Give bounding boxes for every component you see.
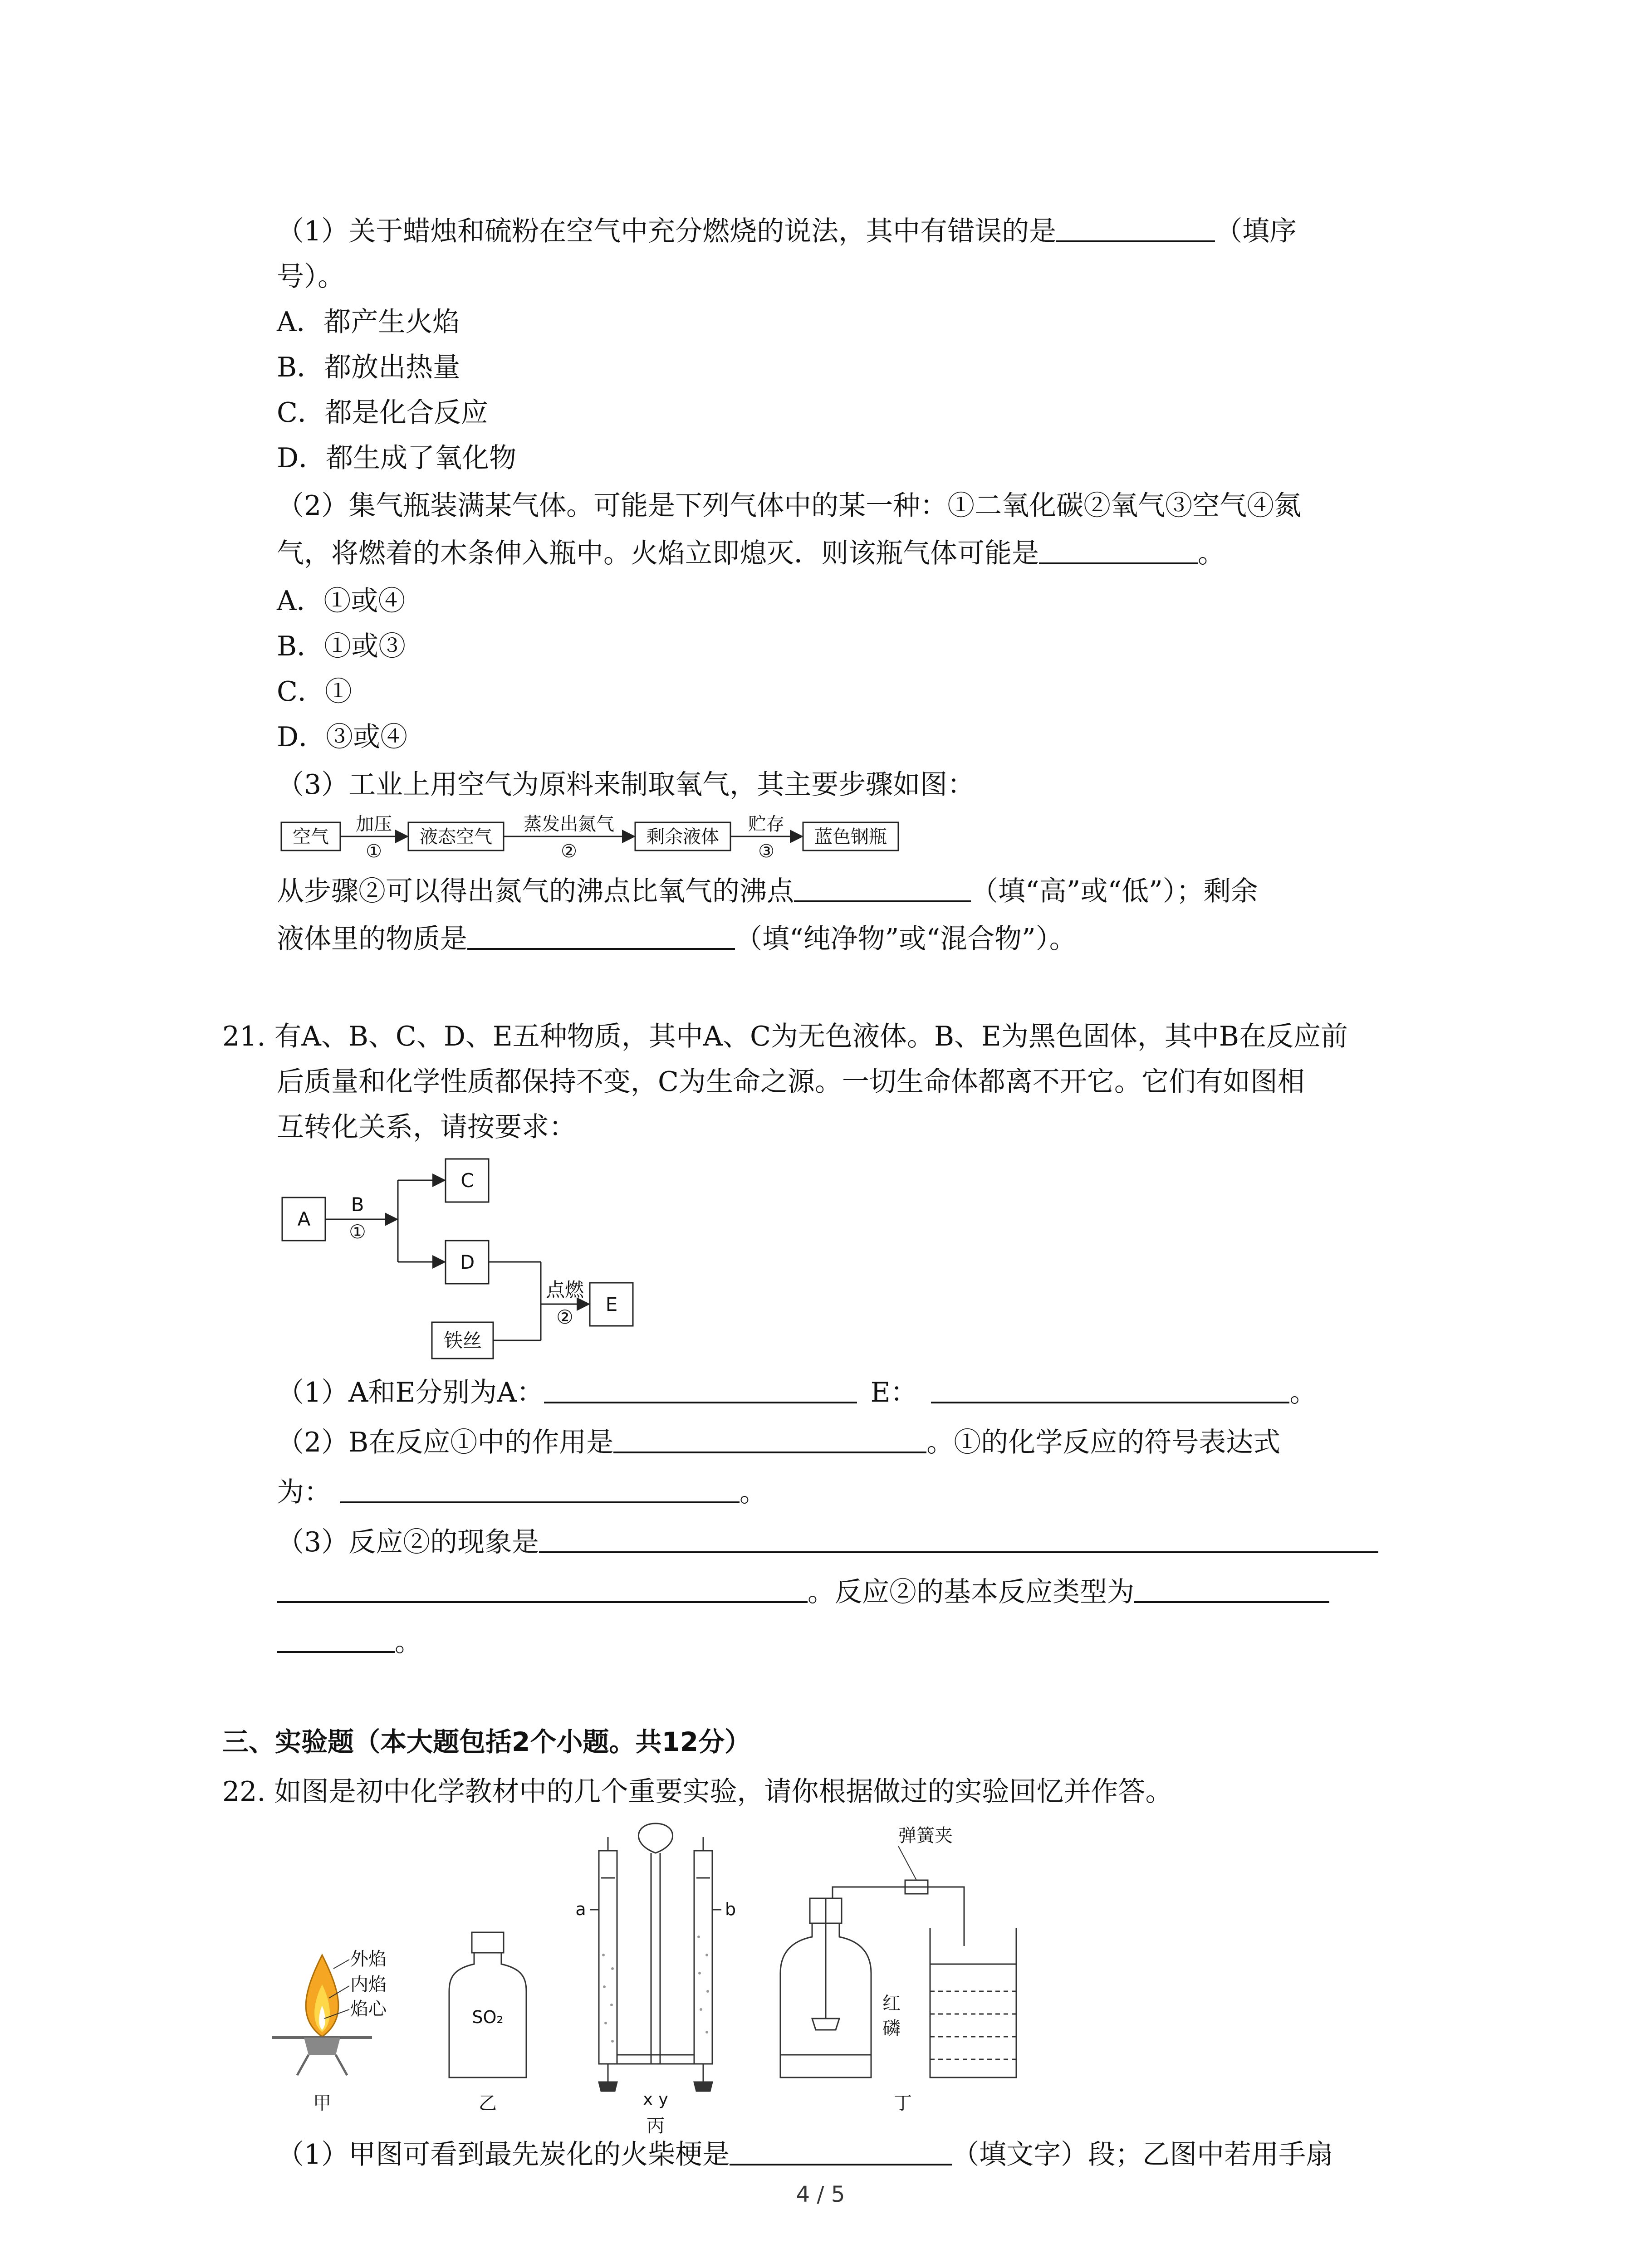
q21-p3 bbox=[277, 1524, 1378, 1560]
q21-p3-end: 。 bbox=[395, 1626, 422, 1658]
fig-bing-electrolysis bbox=[590, 1823, 721, 2091]
q21-line1: 21. 有A、B、C、D、E五种物质，其中A、C为无色液体。B、E为黑色固体，其中B在反应前 bbox=[222, 1021, 1348, 1052]
q20-p3-text: 液体里的物质是 bbox=[277, 923, 467, 955]
flow-box-label: 液态空气 bbox=[420, 826, 492, 847]
q21-p2-b: 。①的化学反应的符号表达式 bbox=[926, 1427, 1281, 1458]
caption-bing: 丙 bbox=[647, 2116, 665, 2136]
q20-p1-line1 bbox=[277, 213, 1297, 249]
q20-p3-line3 bbox=[277, 921, 1077, 957]
label-so2: SO₂ bbox=[472, 2007, 504, 2027]
flow-step-label: 加压 bbox=[356, 814, 392, 835]
q20-p1-line2: 号）。 bbox=[277, 261, 345, 293]
ignite-label: 点燃 bbox=[545, 1279, 584, 1301]
option-b: B．①或③ bbox=[277, 631, 406, 662]
label-y: y bbox=[658, 2090, 668, 2109]
q22-p1 bbox=[277, 2136, 1333, 2173]
section-title: 三、实验题（本大题包括2个小题。共12分） bbox=[222, 1726, 751, 1757]
flow-step-number: ② bbox=[561, 841, 577, 862]
flow-step-number: ① bbox=[366, 841, 382, 862]
node-iron-wire: 铁丝 bbox=[443, 1330, 482, 1352]
label-phosphorus: 磷 bbox=[882, 2018, 901, 2039]
step-2-label: ② bbox=[556, 1306, 573, 1328]
bottle-stopper bbox=[472, 1932, 504, 1953]
connecting-tube bbox=[833, 1887, 964, 1946]
flow-step-label: 贮存 bbox=[748, 814, 784, 835]
flow-box-label: 蓝色钢瓶 bbox=[814, 826, 887, 847]
node-e: E bbox=[605, 1293, 618, 1315]
beaker bbox=[930, 1928, 1016, 2077]
tube-b bbox=[694, 1851, 712, 2064]
water-dots bbox=[602, 1936, 709, 2043]
option-c: C．① bbox=[277, 676, 352, 708]
option-c: C．都是化合反应 bbox=[277, 397, 488, 429]
label-flame-core: 焰心 bbox=[350, 1999, 387, 2019]
fig-ding-phosphorus bbox=[780, 1846, 1016, 2077]
step-1-label: ① bbox=[349, 1221, 366, 1243]
q20-p2-tail: 。 bbox=[1198, 538, 1225, 569]
answer-blank-a[interactable] bbox=[544, 1374, 857, 1403]
label-inner-flame: 内焰 bbox=[350, 1974, 387, 1995]
q21-p3-end-line bbox=[277, 1624, 422, 1660]
q20-p2-line1: （2）集气瓶装满某气体。可能是下列气体中的某一种：①二氧化碳②氧气③空气④氮 bbox=[277, 490, 1302, 522]
q20-p3-line2 bbox=[277, 873, 1258, 909]
reservoir-bulb bbox=[638, 1823, 672, 1853]
q20-p3-line1: （3）工业上用空气为原料来制取氧气，其主要步骤如图： bbox=[277, 769, 975, 801]
caption-ding: 丁 bbox=[894, 2093, 912, 2114]
answer-blank[interactable] bbox=[539, 1524, 1378, 1553]
label-red: 红 bbox=[882, 1993, 901, 2014]
q22-p1-b: （填文字）段；乙图中若用手扇 bbox=[952, 2139, 1333, 2170]
answer-blank[interactable] bbox=[1134, 1574, 1329, 1603]
label-b: b bbox=[725, 1899, 736, 1919]
q21-p1 bbox=[277, 1374, 1317, 1411]
q20-p1-text: （1）关于蜡烛和硫粉在空气中充分燃烧的说法，其中有错误的是 bbox=[277, 215, 1057, 247]
q21-p1-b: E： bbox=[870, 1377, 918, 1408]
lamp-top bbox=[304, 2038, 340, 2055]
q20-p3-tail: （填“高”或“低”）；剩余 bbox=[971, 875, 1258, 907]
q20-p2-line2 bbox=[277, 535, 1225, 572]
answer-blank[interactable] bbox=[277, 1624, 395, 1653]
answer-blank[interactable] bbox=[730, 2136, 952, 2165]
fig-yi-gas-bottle bbox=[449, 1932, 526, 2077]
experiment-figures bbox=[272, 1819, 1497, 2138]
answer-blank[interactable] bbox=[467, 921, 735, 950]
answer-blank-e[interactable] bbox=[931, 1374, 1289, 1403]
caption-yi: 乙 bbox=[479, 2093, 497, 2114]
label-outer-flame: 外焰 bbox=[350, 1949, 387, 1970]
flow-step-label: 蒸发出氮气 bbox=[524, 814, 614, 835]
option-a: A．都产生火焰 bbox=[277, 306, 460, 338]
label-a: a bbox=[575, 1899, 586, 1919]
q21-p1-a: （1）A和E分别为A： bbox=[277, 1377, 544, 1408]
q21-p3-b: 。反应②的基本反应类型为 bbox=[808, 1576, 1134, 1608]
fig-jia-flame bbox=[272, 1949, 387, 2114]
combustion-spoon bbox=[812, 2019, 839, 2030]
label-spring-clip: 弹簧夹 bbox=[898, 1825, 953, 1846]
q21-p1-end: 。 bbox=[1289, 1377, 1317, 1408]
flow-step-number: ③ bbox=[758, 841, 774, 862]
conversion-diagram bbox=[277, 1152, 649, 1367]
q20-p3-tail: （填“纯净物”或“混合物”）。 bbox=[735, 923, 1077, 955]
q21-p2-end: 。 bbox=[740, 1476, 767, 1508]
q21-line2: 后质量和化学性质都保持不变，C为生命之源。一切生命体都离不开它。它们有如图相 bbox=[277, 1066, 1305, 1098]
flow-box-label: 空气 bbox=[293, 826, 329, 847]
air-separation-flowchart bbox=[277, 807, 921, 868]
q21-p2-a: （2）B在反应①中的作用是 bbox=[277, 1427, 614, 1458]
option-b: B．都放出热量 bbox=[277, 352, 460, 383]
tube-a bbox=[599, 1851, 617, 2064]
q21-p2-cont bbox=[277, 1474, 767, 1510]
q21-p2-c: 为： bbox=[277, 1476, 331, 1508]
node-d: D bbox=[460, 1251, 475, 1273]
q21-p2 bbox=[277, 1424, 1280, 1461]
node-a: A bbox=[297, 1208, 311, 1230]
option-d: D．③或④ bbox=[277, 721, 408, 753]
q21-p3-cont bbox=[277, 1574, 1329, 1610]
answer-blank[interactable] bbox=[1039, 535, 1198, 564]
caption-jia: 甲 bbox=[313, 2093, 331, 2114]
q20-p2-text: 气，将燃着的木条伸入瓶中。火焰立即熄灭．则该瓶气体可能是 bbox=[277, 538, 1039, 569]
q22-p1-a: （1）甲图可看到最先炭化的火柴梗是 bbox=[277, 2139, 730, 2170]
answer-blank[interactable] bbox=[277, 1574, 808, 1603]
q21-p3-a: （3）反应②的现象是 bbox=[277, 1526, 539, 1558]
answer-blank[interactable] bbox=[613, 1424, 926, 1453]
node-c: C bbox=[460, 1169, 474, 1192]
q21-line3: 互转化关系，请按要求： bbox=[277, 1111, 576, 1143]
label-x: x bbox=[643, 2090, 653, 2109]
answer-blank[interactable] bbox=[1056, 213, 1215, 242]
flow-box-label: 剩余液体 bbox=[647, 826, 719, 847]
page-number: 4 / 5 bbox=[796, 2182, 845, 2207]
option-d: D．都生成了氧化物 bbox=[277, 442, 517, 474]
q20-p3-text: 从步骤②可以得出氮气的沸点比氧气的沸点 bbox=[277, 875, 794, 907]
q20-p1-tail: （填序 bbox=[1215, 215, 1297, 247]
answer-blank[interactable] bbox=[794, 873, 971, 902]
q22-line1: 22. 如图是初中化学教材中的几个重要实验，请你根据做过的实验回忆并作答。 bbox=[222, 1776, 1173, 1808]
answer-blank[interactable] bbox=[340, 1474, 740, 1503]
catalyst-label: B bbox=[351, 1193, 364, 1216]
option-a: A．①或④ bbox=[277, 585, 406, 617]
